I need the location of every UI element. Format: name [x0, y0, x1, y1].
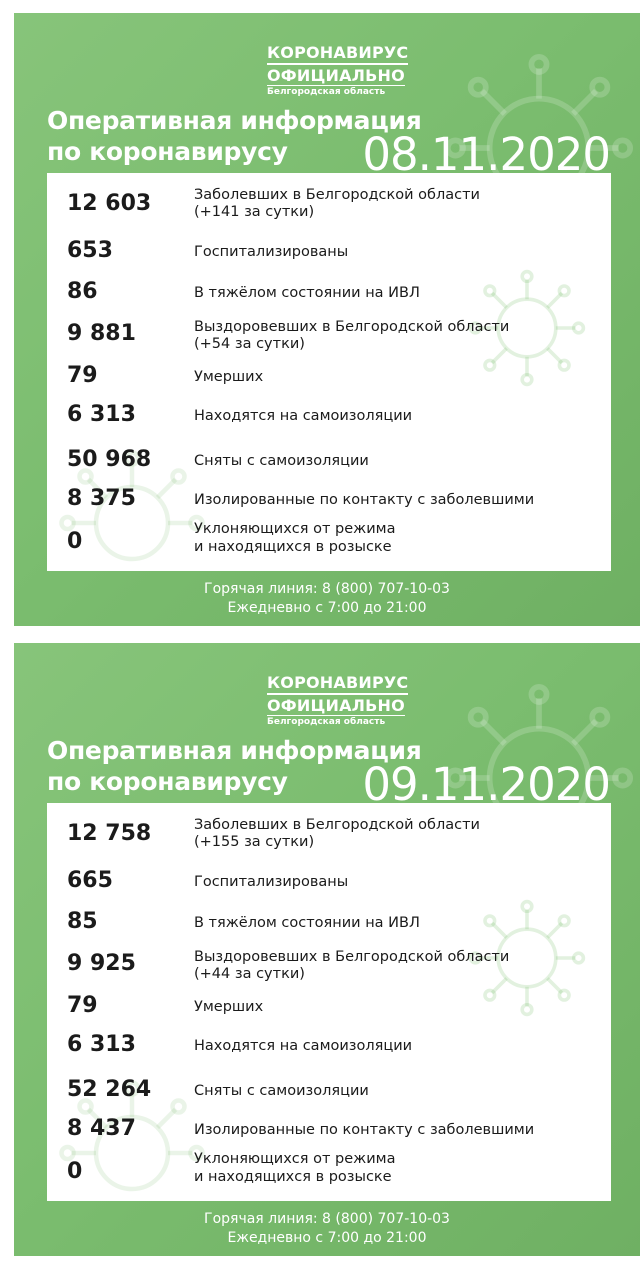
stat-value: 52 264 [67, 1077, 152, 1102]
stat-label: Находятся на самоизоляции [194, 408, 413, 424]
stat-label-sub: и находящихся в розыске [194, 539, 392, 555]
title-line-2: по коронавирусу [47, 137, 288, 166]
stats-panel [47, 173, 611, 571]
stat-label: Сняты с самоизоляции [194, 453, 369, 469]
stat-label: Сняты с самоизоляции [194, 1083, 369, 1099]
hotline-hours: Ежедневно с 7:00 до 21:00 [227, 600, 427, 616]
stat-label: Выздоровевших в Белгородской области [194, 949, 510, 965]
hotline [14, 1210, 640, 1248]
stat-label-sub: (+44 за сутки) [194, 966, 305, 982]
stat-label: Госпитализированы [194, 244, 349, 260]
stat-label: Уклоняющихся от режима [194, 1151, 396, 1167]
logo-line-2: ОФИЦИАЛЬНО [267, 696, 405, 715]
hotline-hours: Ежедневно с 7:00 до 21:00 [227, 1230, 427, 1246]
stat-label: Заболевших в Белгородской области [194, 187, 480, 203]
stat-label: Выздоровевших в Белгородской области [194, 319, 510, 335]
stat-value: 665 [67, 868, 113, 893]
logo-line-3: Белгородская область [267, 717, 386, 727]
stat-label-sub: (+155 за сутки) [194, 834, 315, 850]
stat-value: 0 [67, 529, 83, 554]
stat-value: 8 375 [67, 486, 136, 511]
stat-label: В тяжёлом состоянии на ИВЛ [194, 915, 420, 931]
report-card-2 [14, 643, 640, 1256]
stat-label: Находятся на самоизоляции [194, 1038, 413, 1054]
stat-value: 6 313 [67, 1032, 136, 1057]
stat-label: Изолированные по контакту с заболевшими [194, 1122, 535, 1138]
title-line-2: по коронавирусу [47, 767, 288, 796]
logo [267, 673, 408, 728]
stat-label-sub: (+54 за сутки) [194, 336, 305, 352]
logo [267, 43, 408, 98]
stat-label: Уклоняющихся от режима [194, 521, 396, 537]
stat-label-sub: (+141 за сутки) [194, 204, 315, 220]
report-date: 09.11.2020 [362, 758, 610, 811]
stat-value: 86 [67, 279, 98, 304]
stat-label: В тяжёлом состоянии на ИВЛ [194, 285, 420, 301]
stat-label: Умерших [194, 369, 264, 385]
stat-value: 8 437 [67, 1116, 136, 1141]
stat-value: 85 [67, 909, 98, 934]
stat-value: 6 313 [67, 402, 136, 427]
hotline-phone: Горячая линия: 8 (800) 707-10-03 [204, 1211, 450, 1227]
stat-label: Заболевших в Белгородской области [194, 817, 480, 833]
logo-line-2: ОФИЦИАЛЬНО [267, 66, 405, 85]
report-date: 08.11.2020 [362, 128, 610, 181]
stat-value: 50 968 [67, 447, 152, 472]
title-line-1: Оперативная информация [47, 106, 422, 135]
logo-line-1: КОРОНАВИРУС [267, 44, 408, 65]
hotline [14, 580, 640, 618]
stat-value: 12 603 [67, 191, 152, 216]
stat-value: 9 881 [67, 321, 136, 346]
stat-value: 0 [67, 1159, 83, 1184]
stat-label: Госпитализированы [194, 874, 349, 890]
stat-value: 12 758 [67, 821, 152, 846]
stat-label-sub: и находящихся в розыске [194, 1169, 392, 1185]
logo-line-1: КОРОНАВИРУС [267, 674, 408, 695]
logo-line-3: Белгородская область [267, 87, 386, 97]
stat-label: Умерших [194, 999, 264, 1015]
stat-value: 653 [67, 238, 113, 263]
title-line-1: Оперативная информация [47, 736, 422, 765]
report-card-1 [14, 13, 640, 626]
stat-label: Изолированные по контакту с заболевшими [194, 492, 535, 508]
hotline-phone: Горячая линия: 8 (800) 707-10-03 [204, 581, 450, 597]
stat-value: 79 [67, 363, 98, 388]
stat-value: 9 925 [67, 951, 136, 976]
stats-panel [47, 803, 611, 1201]
stat-value: 79 [67, 993, 98, 1018]
